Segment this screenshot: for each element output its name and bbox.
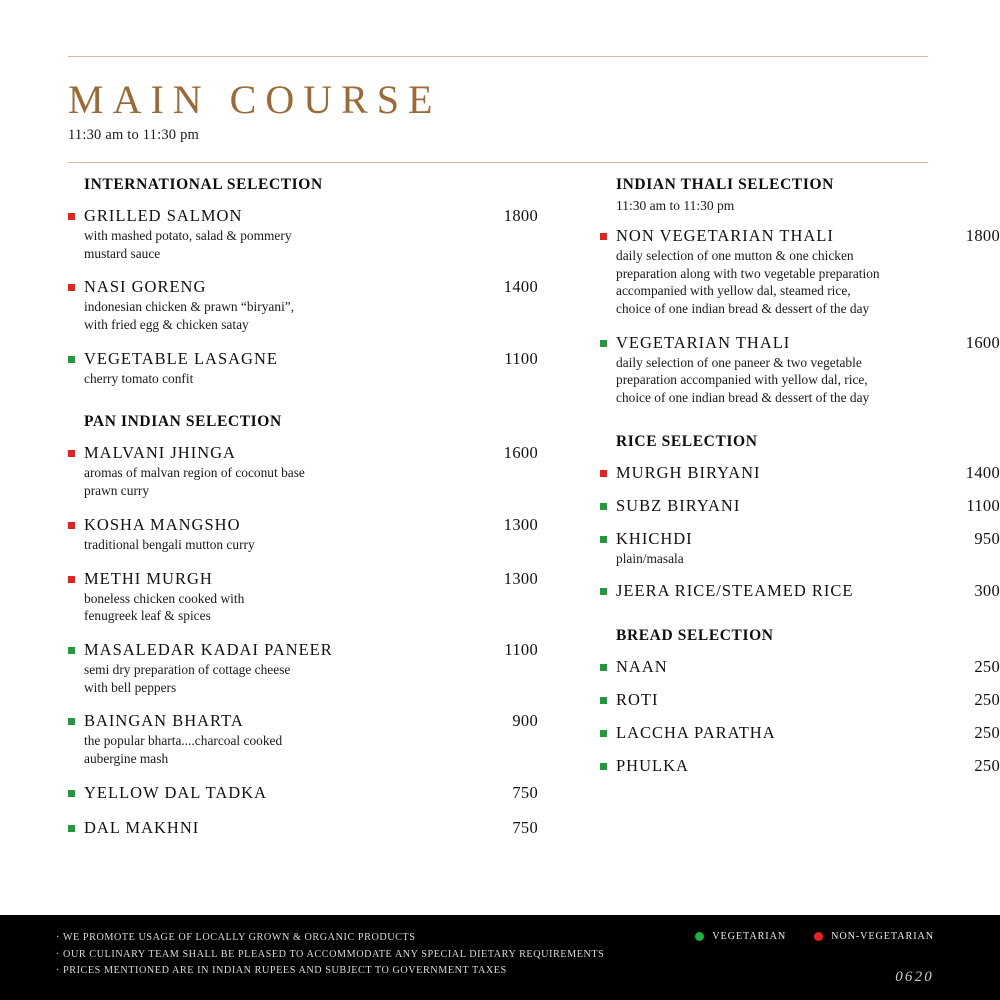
section-hours: 11:30 am to 11:30 pm	[616, 198, 735, 213]
menu-item-name: LACCHA PARATHA	[616, 722, 776, 742]
menu-item-price: 900	[512, 711, 538, 731]
menu-item-name: METHI MURGH	[84, 568, 213, 588]
menu-item-name: NON VEGETARIAN THALI	[616, 226, 834, 245]
menu-item[interactable]	[68, 443, 538, 499]
menu-item-name: YELLOW DAL TADKA	[84, 782, 268, 802]
menu-item[interactable]	[68, 569, 538, 625]
menu-item-row	[84, 640, 538, 660]
page-title: MAIN COURSE	[68, 77, 442, 122]
vegetarian-marker-icon	[600, 763, 607, 770]
header-bottom-rule	[68, 162, 928, 163]
legend-item	[695, 931, 786, 942]
menu-item-name: NAAN	[616, 656, 668, 676]
menu-item-description: indonesian chicken & prawn “biryani”, with fried egg & chicken satay	[84, 299, 295, 333]
menu-item[interactable]	[600, 723, 1000, 743]
menu-item-row	[84, 349, 538, 369]
menu-item[interactable]	[600, 529, 1000, 568]
menu-item-description: aromas of malvan region of coconut base prawn curry	[84, 465, 305, 499]
footer-notes	[56, 930, 604, 980]
menu-item-price: 750	[512, 817, 538, 837]
vegetarian-marker-icon	[600, 588, 607, 595]
menu-section	[68, 413, 538, 837]
menu-item-row	[616, 496, 1000, 516]
menu-item-name: MASALEDAR KADAI PANEER	[84, 639, 333, 659]
page-subtitle-hours: 11:30 am to 11:30 pm	[68, 127, 200, 143]
menu-item[interactable]	[68, 783, 538, 803]
menu-item-name: KHICHDI	[616, 528, 693, 548]
menu-item-row	[84, 443, 538, 463]
menu-item-row	[616, 463, 1000, 483]
non-vegetarian-marker-icon	[68, 213, 75, 220]
vegetarian-marker-icon	[600, 536, 607, 543]
menu-item-row	[84, 818, 538, 838]
menu-item[interactable]	[600, 581, 1000, 601]
menu-item-name: BAINGAN BHARTA	[84, 711, 244, 731]
non-vegetarian-marker-icon	[600, 233, 607, 240]
menu-item-name: KOSHA MANGSHO	[84, 514, 241, 534]
menu-item[interactable]	[68, 515, 538, 554]
section-heading: BREAD SELECTION	[616, 626, 774, 644]
menu-item[interactable]	[68, 349, 538, 388]
menu-header	[68, 56, 928, 163]
menu-section	[68, 176, 538, 387]
menu-item[interactable]	[68, 711, 538, 767]
menu-item-name: PHULKA	[616, 755, 689, 775]
menu-item[interactable]	[68, 277, 538, 333]
menu-item-description: cherry tomato confit	[84, 370, 194, 386]
menu-item-price: 1600	[503, 443, 538, 463]
menu-item-row	[84, 277, 538, 297]
menu-item[interactable]	[600, 226, 1000, 318]
menu-item-list	[600, 463, 1000, 601]
menu-item-description: daily selection of one mutton & one chicken preparation along with two vegetable preparation accompanied with yellow dal, steamed rice, choice of one indian bread & dessert of the day	[616, 248, 880, 317]
vegetarian-marker-icon	[68, 647, 75, 654]
menu-item-row	[616, 333, 1000, 353]
menu-item-list	[600, 657, 1000, 776]
menu-item-name: GRILLED SALMON	[84, 206, 243, 225]
menu-item-list	[68, 443, 538, 837]
menu-columns	[0, 176, 1000, 838]
footer-note-line: · PRICES MENTIONED ARE IN INDIAN RUPEES AND SUBJECT TO GOVERNMENT TAXES	[56, 965, 507, 977]
menu-item-price: 1800	[965, 226, 1000, 245]
vegetarian-marker-icon	[600, 340, 607, 347]
legend-label: VEGETARIAN	[712, 931, 787, 942]
menu-item-description: traditional bengali mutton curry	[84, 536, 255, 552]
menu-item-description: plain/masala	[616, 550, 684, 566]
menu-item[interactable]	[600, 333, 1000, 407]
menu-item-name: VEGETARIAN THALI	[616, 332, 791, 352]
menu-item-name: MURGH BIRYANI	[616, 462, 761, 482]
menu-item-name: JEERA RICE/STEAMED RICE	[616, 580, 854, 600]
vegetarian-marker-icon	[68, 825, 75, 832]
menu-item-row	[84, 711, 538, 731]
header-top-rule	[68, 56, 928, 57]
legend-label: NON-VEGETARIAN	[831, 931, 934, 942]
menu-item-row	[84, 569, 538, 589]
menu-item-price: 250	[974, 755, 1000, 775]
vegetarian-marker-icon	[600, 697, 607, 704]
section-heading: INDIAN THALI SELECTION	[616, 176, 834, 193]
menu-item-row	[616, 226, 1000, 246]
menu-item[interactable]	[600, 463, 1000, 483]
menu-section	[600, 627, 1000, 776]
vegetarian-marker-icon	[68, 718, 75, 725]
menu-item-description: daily selection of one paneer & two vegetable preparation accompanied with yellow dal, rice, choice of one indian bread & dessert of the day	[616, 354, 870, 406]
section-heading: INTERNATIONAL SELECTION	[84, 176, 323, 193]
menu-item-row	[84, 206, 538, 226]
menu-item-name: MALVANI JHINGA	[84, 443, 236, 463]
non-vegetarian-marker-icon	[68, 450, 75, 457]
menu-item-price: 1600	[965, 332, 1000, 352]
menu-item-row	[84, 783, 538, 803]
left-column	[68, 176, 538, 838]
menu-item[interactable]	[68, 818, 538, 838]
menu-item-name: SUBZ BIRYANI	[616, 495, 741, 515]
menu-item-list	[600, 226, 1000, 407]
non-vegetarian-marker-icon	[68, 576, 75, 583]
menu-item-list	[68, 206, 538, 387]
vegetarian-marker-icon	[600, 664, 607, 671]
vegetarian-marker-icon	[600, 730, 607, 737]
menu-item-price: 1800	[503, 206, 538, 225]
menu-item-price: 1300	[503, 514, 538, 534]
menu-item[interactable]	[600, 756, 1000, 776]
menu-item-row	[84, 515, 538, 535]
menu-item-row	[616, 529, 1000, 549]
menu-item-price: 250	[974, 689, 1000, 709]
vegetarian-marker-icon	[68, 790, 75, 797]
menu-item-price: 750	[512, 782, 538, 802]
vegetarian-dot-icon	[695, 932, 704, 941]
menu-item-price: 300	[974, 580, 1000, 600]
menu-item-price: 1100	[504, 639, 538, 659]
menu-item-row	[616, 581, 1000, 601]
right-column	[600, 176, 1000, 838]
menu-item-name: DAL MAKHNI	[84, 817, 200, 837]
menu-item-name: NASI GORENG	[84, 277, 207, 297]
menu-item[interactable]	[68, 640, 538, 696]
section-heading: PAN INDIAN SELECTION	[84, 413, 282, 431]
menu-item-name: VEGETABLE LASAGNE	[84, 348, 278, 368]
menu-item-row	[616, 657, 1000, 677]
footer-note-line: · OUR CULINARY TEAM SHALL BE PLEASED TO ACCOMMODATE ANY SPECIAL DIETARY REQUIREMENTS	[56, 948, 605, 960]
menu-item-price: 1100	[966, 495, 1000, 515]
menu-item-price: 250	[974, 722, 1000, 742]
menu-section	[600, 176, 1000, 407]
menu-item-price: 250	[974, 656, 1000, 676]
menu-item-price: 1100	[504, 348, 538, 368]
page-number: 0620	[895, 969, 934, 985]
footer-note-line: · WE PROMOTE USAGE OF LOCALLY GROWN & ORGANIC PRODUCTS	[56, 932, 416, 943]
menu-item-price: 950	[974, 528, 1000, 548]
menu-item[interactable]	[600, 657, 1000, 677]
menu-item-row	[616, 723, 1000, 743]
menu-item-price: 1400	[965, 462, 1000, 482]
menu-item-description: boneless chicken cooked with fenugreek leaf & spices	[84, 590, 245, 624]
menu-item[interactable]	[600, 690, 1000, 710]
menu-item-name: ROTI	[616, 689, 659, 709]
menu-section	[600, 433, 1000, 601]
footer-legend	[695, 931, 934, 942]
non-vegetarian-dot-icon	[814, 932, 823, 941]
menu-footer	[0, 915, 1000, 1000]
menu-item-price: 1400	[503, 277, 538, 297]
non-vegetarian-marker-icon	[68, 522, 75, 529]
vegetarian-marker-icon	[600, 503, 607, 510]
section-heading: RICE SELECTION	[616, 432, 758, 450]
menu-item-description: the popular bharta....charcoal cooked aubergine mash	[84, 733, 283, 766]
menu-item-row	[616, 690, 1000, 710]
menu-item-description: semi dry preparation of cottage cheese with bell peppers	[84, 661, 291, 695]
menu-item-description: with mashed potato, salad & pommery mustard sauce	[84, 228, 292, 261]
menu-item-row	[616, 756, 1000, 776]
menu-item[interactable]	[68, 206, 538, 262]
menu-item[interactable]	[600, 496, 1000, 516]
legend-item	[814, 931, 934, 942]
non-vegetarian-marker-icon	[68, 284, 75, 291]
non-vegetarian-marker-icon	[600, 470, 607, 477]
menu-item-price: 1300	[503, 568, 538, 588]
vegetarian-marker-icon	[68, 356, 75, 363]
